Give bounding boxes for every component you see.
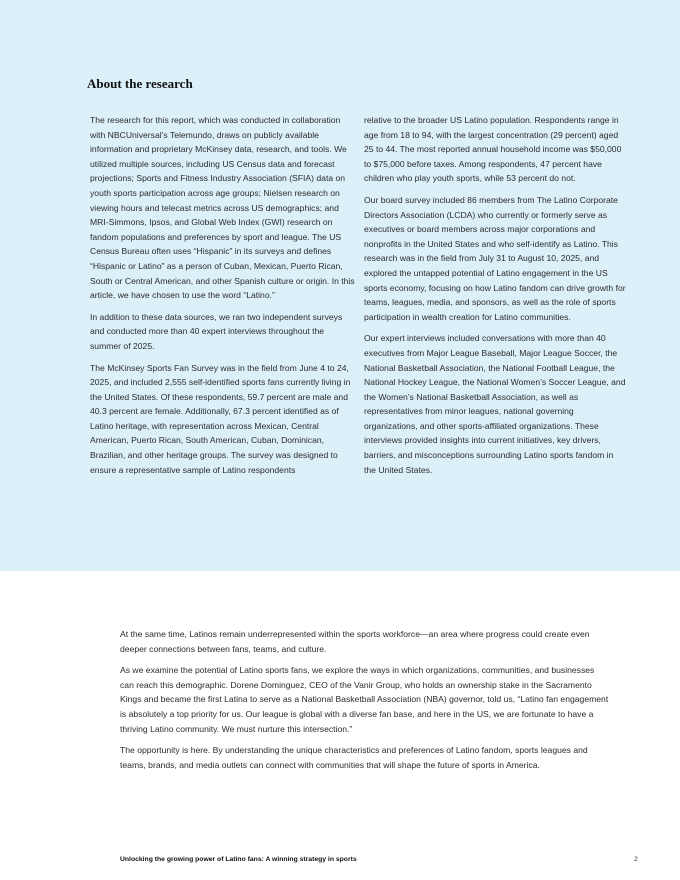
research-paragraph: In addition to these data sources, we ran two independent surveys and conducted more than 40 expert interviews throughout the summer of 2025. [90, 311, 343, 351]
body-paragraph: At the same time, Latinos remain underrepresented within the sports workforce—an area where progress could create even deeper connections between fans, teams, and culture. [120, 629, 590, 654]
research-heading: About the research [87, 76, 193, 91]
body-paragraph: The opportunity is here. By understanding the unique characteristics and preferences of Latino fandom, sports leagues and teams, brands, and media outlets can connect with communities that will shape the future of sports in America. [120, 745, 588, 770]
research-left-column [90, 113, 356, 484]
research-paragraph: The McKinsey Sports Fan Survey was in the field from June 4 to 24, 2025, and included 2,555 self-identified sports fans currently living in the United States. Of these respondents, 59.7 percent are male and 40.3 percent are female. Additionally, 67.3 percent identified as of Latino heritage, with representation across Mexican, Central American, Puerto Rican, South American, Cuban, Dominican, Brazilian, and other heritage groups. The survey was designed to ensure a representative sample of Latino respondents [90, 362, 351, 475]
research-paragraph: Our board survey included 86 members from The Latino Corporate Directors Association (LCDA) who currently or formerly serve as executives or board members across major corporations and nonprofits in the United States and who self-identify as Latino. This research was in the field from July 31 to August 10, 2025, and explored the untapped potential of Latino engagement in the US sports economy, focusing on how Latino fandom can drive growth for teams, leagues, media, and sponsors, as well as the role of sports participation in wealth creation for Latino communities. [364, 194, 626, 322]
research-right-column [364, 113, 626, 484]
body-paragraph: As we examine the potential of Latino sports fans, we explore the ways in which organizations, communities, and businesses can reach this demographic. Dorene Dominguez, CEO of the Vanir Group, who holds an ownership stake in the Sacramento Kings and became the first Latina to serve as a National Basketball Association (NBA) governor, told us, “Latino fan engagement is absolutely a top priority for us. Our league is global with a diverse fan base, and here in the US, we are fortunate to have a thriving Latino community. We must nurture this intersection.” [120, 665, 609, 734]
research-paragraph: relative to the broader US Latino population. Respondents range in age from 18 to 94, with the largest concentration (29 percent) aged 25 to 44. The most reported annual household income was $50,000 to $75,000 before taxes. Among respondents, 47 percent have children who play youth sports, while 53 percent do not. [364, 115, 622, 184]
page-number: 2 [634, 856, 638, 863]
research-paragraph: Our expert interviews included conversations with more than 40 executives from Major League Baseball, Major League Soccer, the National Basketball Association, the National Football League, the National Hockey League, the National Women’s Soccer League, and the Women’s National Basketball Association, as well as representatives from minor leagues, national governing organizations, and other sports-affiliated organizations. These interviews provided insights into current initiatives, key drivers, barriers, and misconceptions surrounding Latino sports fandom in the United States. [364, 333, 626, 475]
research-paragraph: The research for this report, which was conducted in collaboration with NBCUniversal’s Telemundo, draws on publicly available information and proprietary McKinsey data, research, and tools. We utilized multiple sources, including US Census data and forecast projections; Sports and Fitness Industry Association (SFIA) data on youth sports participation across age groups; Nielsen research on viewing hours and telecast metrics across US demographics; and MRI-Simmons, Ipsos, and Global Web Index (GWI) research on fandom populations and preferences by sport and league. The US Census Bureau often uses “Hispanic” in its surveys and defines “Hispanic or Latino” as a person of Cuban, Mexican, Puerto Rican, South or Central American, and other Spanish culture or origin. In this article, we have chosen to use the word “Latino.” [90, 115, 355, 301]
footer-report-title: Unlocking the growing power of Latino fans: A winning strategy in sports [120, 856, 357, 863]
main-body-text [120, 627, 610, 779]
